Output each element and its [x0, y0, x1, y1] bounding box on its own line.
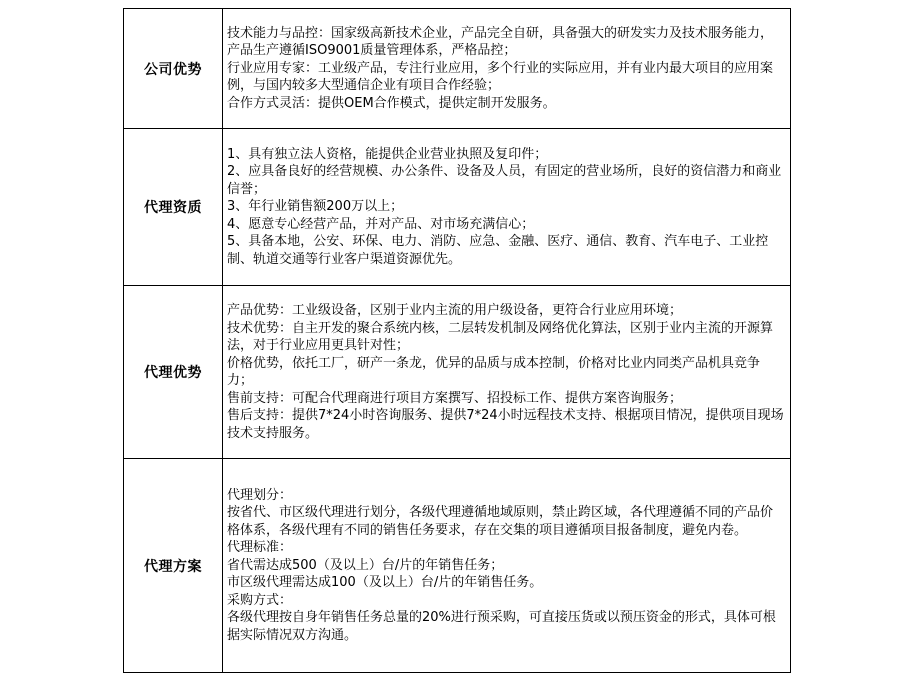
content-line: 按省代、市区级代理进行划分，各级代理遵循地域原则，禁止跨区域，各代理遵循不同的产品价格体系，各级代理有不同的销售任务要求，存在交集的项目遵循项目报备制度，避免内卷。 [227, 505, 774, 538]
row-agent-qualifications [124, 129, 791, 286]
content-line: 代理标准： [227, 540, 293, 556]
content-line: 市区级代理需达成100（及以上）台/片的年销售任务。 [227, 575, 543, 591]
content-line: 产品优势：工业级设备，区别于业内主流的用户级设备，更符合行业应用环境； [227, 303, 683, 318]
content-line: 行业应用专家：工业级产品，专注行业应用，多个行业的实际应用，并有业内最大项目的应用案例，与国内较多大型通信企业有项目合作经验； [227, 60, 774, 94]
content-line: 4、愿意专心经营产品，并对产品、对市场充满信心； [227, 216, 535, 232]
row-header-agent-qualifications: 代理资质 [124, 129, 223, 286]
content-line: 各级代理按自身年销售任务总量的20%进行预采购，可直接压货或以预压资金的形式，具体可根据实际情况双方沟通。 [227, 610, 776, 643]
row-agent-advantages [124, 286, 791, 459]
row-content-company-advantages [223, 9, 791, 129]
row-agent-plan [124, 459, 791, 673]
row-header-company-advantages: 公司优势 [124, 9, 223, 129]
row-company-advantages [124, 9, 791, 129]
content-line: 价格优势，依托工厂，研产一条龙，优异的品质与成本控制，价格对比业内同类产品机具竞争力； [227, 355, 761, 388]
content-line: 2、应具备良好的经营规模、办公条件、设备及人员，有固定的营业场所，良好的资信潜力和商业信誉； [227, 164, 782, 197]
content-line: 3、年行业销售额200万以上； [227, 199, 404, 215]
content-line: 售后支持：提供7*24小时咨询服务、提供7*24小时远程技术支持、根据项目情况，提供项目现场技术支持服务。 [227, 408, 784, 441]
row-header-agent-advantages: 代理优势 [124, 286, 223, 459]
content-line: 采购方式： [227, 592, 293, 608]
row-content-agent-qualifications [223, 129, 791, 286]
content-line: 售前支持：可配合代理商进行项目方案撰写、招投标工作、提供方案咨询服务； [227, 390, 683, 406]
content-line: 省代需达成500（及以上）台/片的年销售任务； [227, 557, 504, 573]
row-header-agent-plan: 代理方案 [124, 459, 223, 673]
content-line: 代理划分： [227, 487, 293, 503]
content-line: 合作方式灵活：提供OEM合作模式，提供定制开发服务。 [227, 95, 556, 111]
row-content-agent-plan [223, 459, 791, 673]
row-content-agent-advantages [223, 286, 791, 459]
content-line: 1、具有独立法人资格，能提供企业营业执照及复印件； [227, 146, 548, 162]
agency-info-table [123, 8, 791, 673]
content-line: 技术优势：自主开发的聚合系统内核，二层转发机制及网络优化算法，区别于业内主流的开源算法，对于行业应用更具针对性； [227, 320, 774, 353]
content-line: 技术能力与品控：国家级高新技术企业，产品完全自研，具备强大的研发实力及技术服务能力，产品生产遵循ISO9001质量管理体系，严格品控； [227, 25, 774, 59]
content-line: 5、具备本地，公安、环保、电力、消防、应急、金融、医疗、通信、教育、汽车电子、工业控制、轨道交通等行业客户渠道资源优先。 [227, 234, 769, 267]
